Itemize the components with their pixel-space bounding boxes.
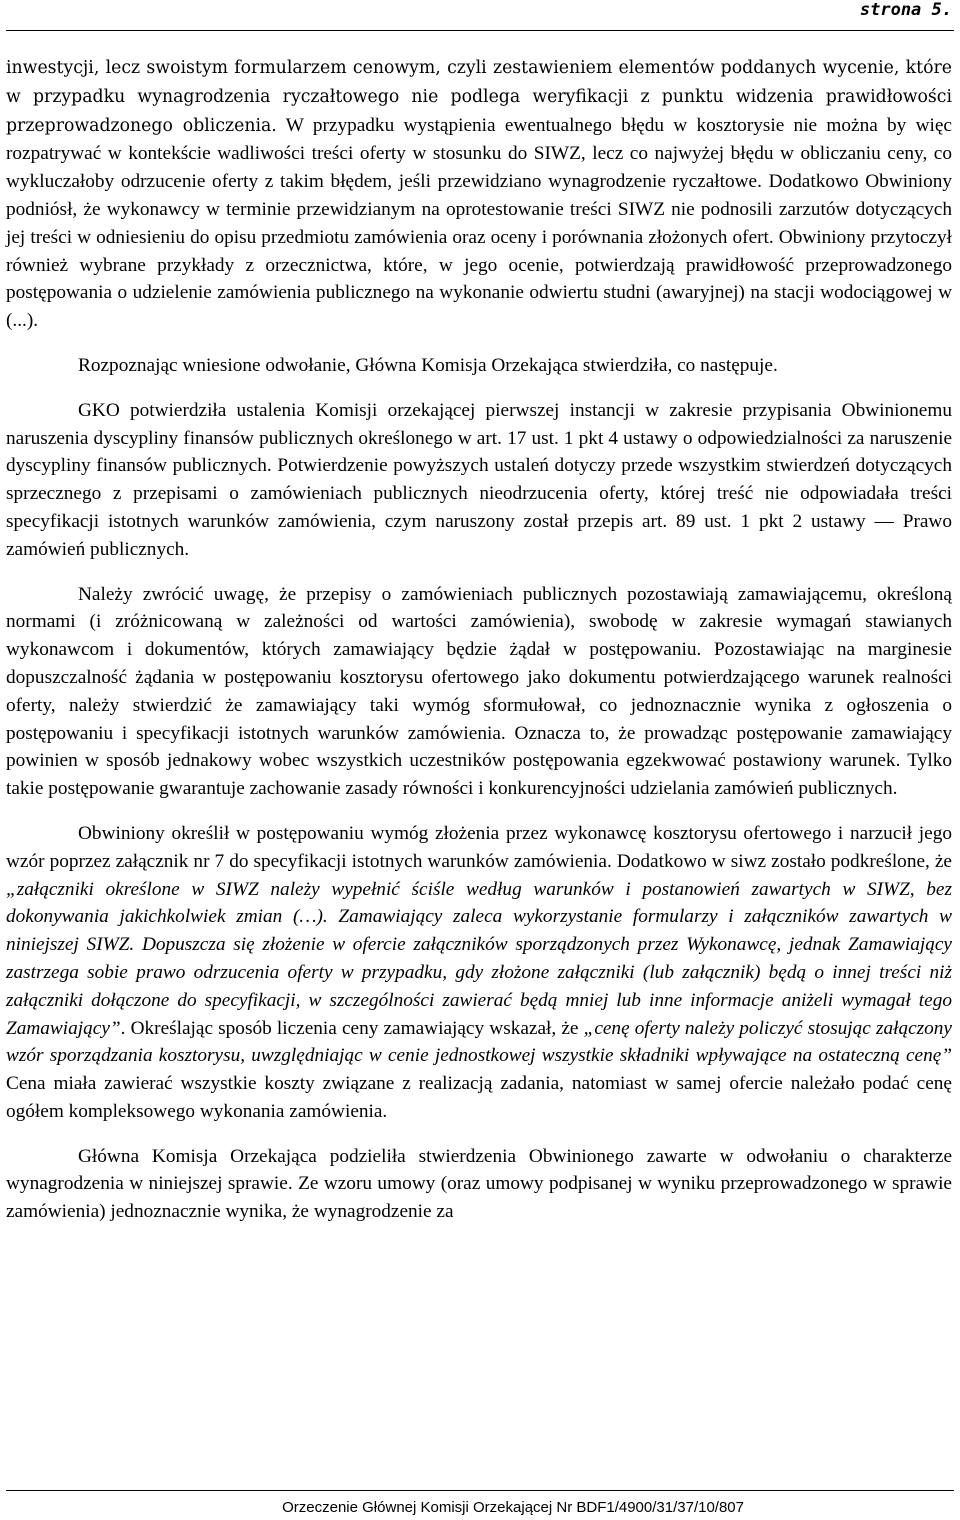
paragraph-5 [6,820,952,1126]
paragraph-5-part-e: Cena miała zawierać wszystkie koszty związane z realizacją zadania, natomiast w samej ofercie należało podać cenę ogółem kompleksowego wykonania zamówienia. [6,1073,952,1122]
paragraph-6: Główna Komisja Orzekająca podzieliła stwierdzenia Obwinionego zawarte w odwołaniu o charakterze wynagrodzenia w niniejszej sprawie. Ze wzoru umowy (oraz umowy podpisanej w wyniku przeprowadzonego w sprawie zamówienia) jednoznacznie wynika, że wynagrodzenie za [6,1145,952,1223]
paragraph-5-part-a: Obwiniony określił w postępowaniu wymóg złożenia przez wykonawcę kosztorysu ofertowego i narzucił jego wzór poprzez załącznik nr 7 do specyfikacji istotnych warunków zamówienia. Dodatkowo w siwz zostało podkreślone, że [6,822,952,872]
paragraph-3: GKO potwierdziła ustalenia Komisji orzekającej pierwszej instancji w zakresie przypisania Obwinionemu naruszenia dyscypliny finansów publicznych określonego w art. 17 ust. 1 pkt 4 ustawy o odpowiedzialności za naruszenie dyscypliny finansów publicznych. Potwierdzenie powyższych ustaleń dotyczy przede wszystkim stwierdzeń dotyczących sprzecznego z przepisami o zamówieniach publicznych nieodrzucenia oferty, której treść nie odpowiadała treści specyfikacji istotnych warunków zamówienia, czym naruszony został przepis art. 89 ust. 1 pkt 2 ustawy — Prawo zamówień publicznych. [6,399,952,560]
paragraph-1-part-b: W przypadku wystąpienia ewentualnego błędu w kosztorysie nie można by więc rozpatrywać w kontekście wadliwości treści oferty w stosunku do SIWZ, lecz co najwyżej błędu w obliczaniu ceny, co wykluczałoby odrzucenie oferty z takim błędem, jeśli przewidziano wynagrodzenie ryczałtowe. [6,114,952,193]
document-body [6,54,952,1226]
header-rule [6,30,954,31]
paragraph-1 [6,54,952,335]
page-number: strona 5. [859,0,952,20]
paragraph-5-quote-2: „cenę oferty należy policzyć stosując załączony wzór sporządzania kosztorysu, uwzględniając w cenie jednostkowej wszystkie składniki wpływające na ostateczną cenę” [6,1017,952,1067]
footer-text: Orzeczenie Głównej Komisji Orzekającej Nr BDF1/4900/31/37/10/807 [282,1499,744,1516]
footer-rule [6,1490,954,1491]
paragraph-1-part-a: inwestycji, lecz swoistym formularzem cenowym, czyli zestawieniem elementów poddanych wycenie, które w przypadku wynagrodzenia ryczałtowego nie podlega weryfikacji z punktu widzenia prawidłowości przeprowadzonego obliczenia. [6,58,952,136]
paragraph-5-quote-1: „załączniki określone w SIWZ należy wypełnić ściśle według warunków i postanowień zawartych w SIWZ, bez dokonywania jakichkolwiek zmian (…). Zamawiający zaleca wykorzystanie formularzy i załączników zawartych w niniejszej SIWZ. Dopuszcza się złożenie w ofercie załączników sporządzonych przez Wykonawcę, jednak Zamawiający zastrzega sobie prawo odrzucenia oferty w przypadku, gdy złożone załączniki (lub załącznik) będą o innej treści niż załączniki dołączone do specyfikacji, w szczególności zawierać będą mniej lub inne informacje aniżeli wymagał tego Zamawiający” [6,878,952,1039]
paragraph-4: Należy zwrócić uwagę, że przepisy o zamówieniach publicznych pozostawiają zamawiającemu, określoną normami (i zróżnicowaną w zależności od wartości zamówienia), swobodę w zakresie wymagań stawianych wykonawcom i dokumentów, których zamawiający będzie żądał w postępowaniu. Pozostawiając na marginesie dopuszczalność żądania w postępowaniu kosztorysu ofertowego jako dokumentu potwierdzającego warunek realności oferty, należy stwierdzić że zamawiający taki wymóg sformułował, co jednoznacznie wynika z ogłoszenia o postępowaniu i specyfikacji istotnych warunków zamówienia. Oznacza to, że prowadząc postępowanie zamawiający powinien w sposób jednakowy wobec wszystkich uczestników postępowania egzekwować postawiony warunek. Tylko takie postępowanie gwarantuje zachowanie zasady równości i konkurencyjności udzielania zamówień publicznych. [6,583,952,800]
paragraph-1-part-c: Dodatkowo Obwiniony podniósł, że wykonawcy w terminie przewidzianym na oprotestowanie treści SIWZ nie podnosili zarzutów dotyczących jej treści w odniesieniu do opisu przedmiotu zamówienia oraz oceny i porównania złożonych ofert. Obwiniony przytoczył również wybrane przykłady z orzecznictwa, które, w jego ocenie, potwierdzają prawidłowość przeprowadzonego postępowania o udzielenie zamówienia publicznego na wykonanie odwiertu studni (awaryjnej) na stacji wodociągowej w (...). [6,171,952,332]
paragraph-2: Rozpoznając wniesione odwołanie, Główna Komisja Orzekająca stwierdziła, co następuje. [78,354,778,376]
paragraph-5-part-c: . Określając sposób liczenia ceny zamawiający wskazał, że [120,1017,584,1039]
page-header [0,0,960,32]
